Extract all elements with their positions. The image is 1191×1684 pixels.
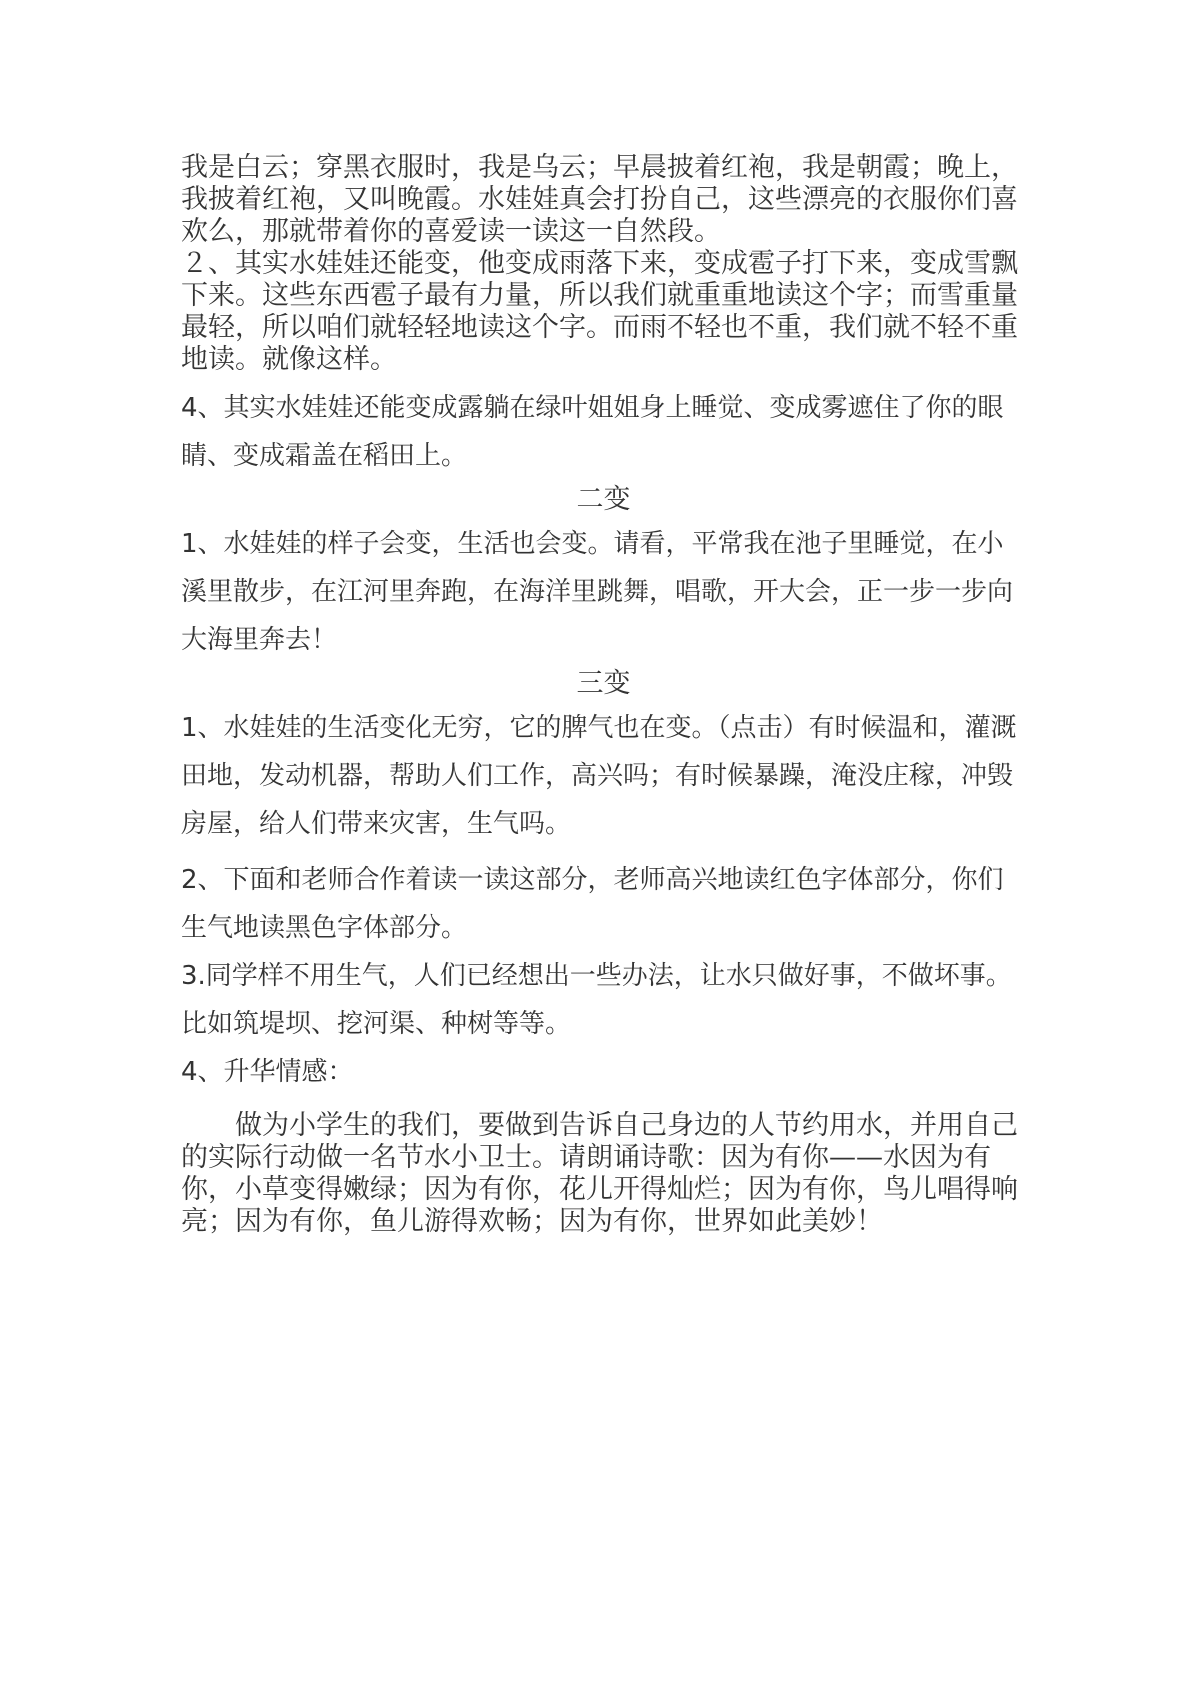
section-3-point-2: 2、下面和老师合作着读一读这部分，老师高兴地读红色字体部分，你们生气地读黑色字体部分。 <box>181 865 1004 943</box>
document-body <box>181 152 1026 1238</box>
section-heading-three: 三变 <box>576 668 631 699</box>
section-3-point-4: 4、升华情感： <box>181 1057 354 1087</box>
point-4-paragraph: 4、其实水娃娃还能变成露躺在绿叶姐姐身上睡觉、变成雾遮住了你的眼睛、变成霜盖在稻田上。 <box>181 393 1004 471</box>
point-2-paragraph: ２、其实水娃娃还能变，他变成雨落下来，变成雹子打下来，变成雪飘下来。这些东西雹子最有力量，所以我们就重重地读这个字；而雪重量最轻，所以咱们就轻轻地读这个字。而雨不轻也不重，我们就不轻不重地读。就像这样。 <box>181 248 1018 375</box>
section-3-point-1: 1、水娃娃的生活变化无穷，它的脾气也在变。（点击）有时候温和，灌溉田地，发动机器，帮助人们工作，高兴吗；有时候暴躁，淹没庄稼，冲毁房屋，给人们带来灾害，生气吗。 <box>181 713 1017 839</box>
closing-paragraph: 做为小学生的我们，要做到告诉自己身边的人节约用水，并用自己的实际行动做一名节水小卫士。请朗诵诗歌：因为有你——水因为有你，小草变得嫩绿；因为有你，花儿开得灿烂；因为有你，鸟儿唱得响亮；因为有你，鱼儿游得欢畅；因为有你，世界如此美妙！ <box>181 1110 1018 1237</box>
section-heading-two: 二变 <box>576 484 631 515</box>
section-2-point-1: 1、水娃娃的样子会变，生活也会变。请看，平常我在池子里睡觉，在小溪里散步，在江河里奔跑，在海洋里跳舞，唱歌，开大会，正一步一步向大海里奔去！ <box>181 529 1014 655</box>
intro-paragraph: 我是白云；穿黑衣服时，我是乌云；早晨披着红袍，我是朝霞；晚上，我披着红袍，又叫晚霞。水娃娃真会打扮自己，这些漂亮的衣服你们喜欢么，那就带着你的喜爱读一读这一自然段。 <box>181 152 1018 247</box>
section-3-point-3: 3.同学样不用生气，人们已经想出一些办法，让水只做好事，不做坏事。比如筑堤坝、挖河渠、种树等等。 <box>181 961 1012 1039</box>
